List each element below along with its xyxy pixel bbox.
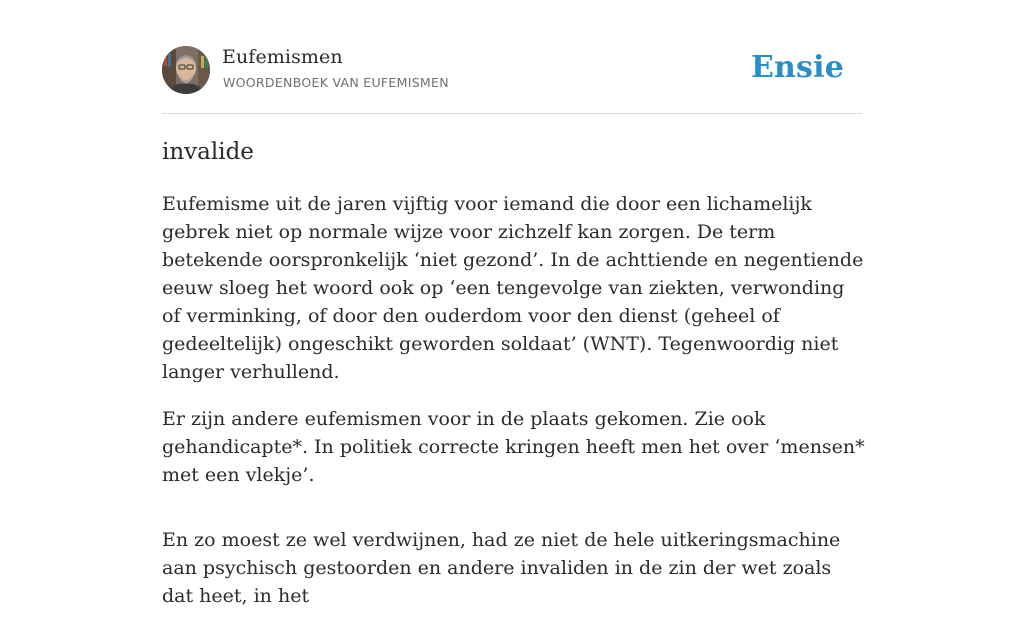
site-subtitle: WOORDENBOEK VAN EUFEMISMEN bbox=[223, 75, 449, 90]
entry-paragraph: Eufemisme uit de jaren vijftig voor iemand die door een lichamelijk gebrek niet op normale wijze voor zichzelf kan zorgen. De term betekende oorspronkelijk ‘niet gezond’. In de achttiende en negentiende eeuw sloeg het woord ook op ‘een tengevolge van ziekten, verwonding of verminking, of door den ouderdom voor den dienst (geheel of gedeeltelijk) ongeschikt geworden soldaat’ (WNT). Tegenwoordig niet langer verhullend. bbox=[162, 193, 864, 383]
site-title[interactable]: Eufemismen bbox=[222, 46, 343, 68]
entry-headword: invalide bbox=[162, 139, 254, 165]
entry-body bbox=[162, 190, 866, 629]
site-header bbox=[162, 0, 862, 114]
author-portrait-icon bbox=[162, 46, 210, 94]
entry-paragraph: Er zijn andere eufemismen voor in de plaats gekomen. Zie ook gehandicapte*. In politiek correcte kringen heeft men het over ‘mensen* met een vlekje’. bbox=[162, 408, 865, 486]
entry-paragraph: En zo moest ze wel verdwijnen, had ze niet de hele uitkeringsmachine aan psychisch gestoorden en andere invaliden in de zin der wet zoals dat heet, in het bbox=[162, 529, 841, 607]
author-avatar[interactable] bbox=[162, 46, 210, 94]
ensie-logo-link[interactable]: Ensie bbox=[750, 50, 844, 85]
page-content bbox=[162, 0, 865, 607]
